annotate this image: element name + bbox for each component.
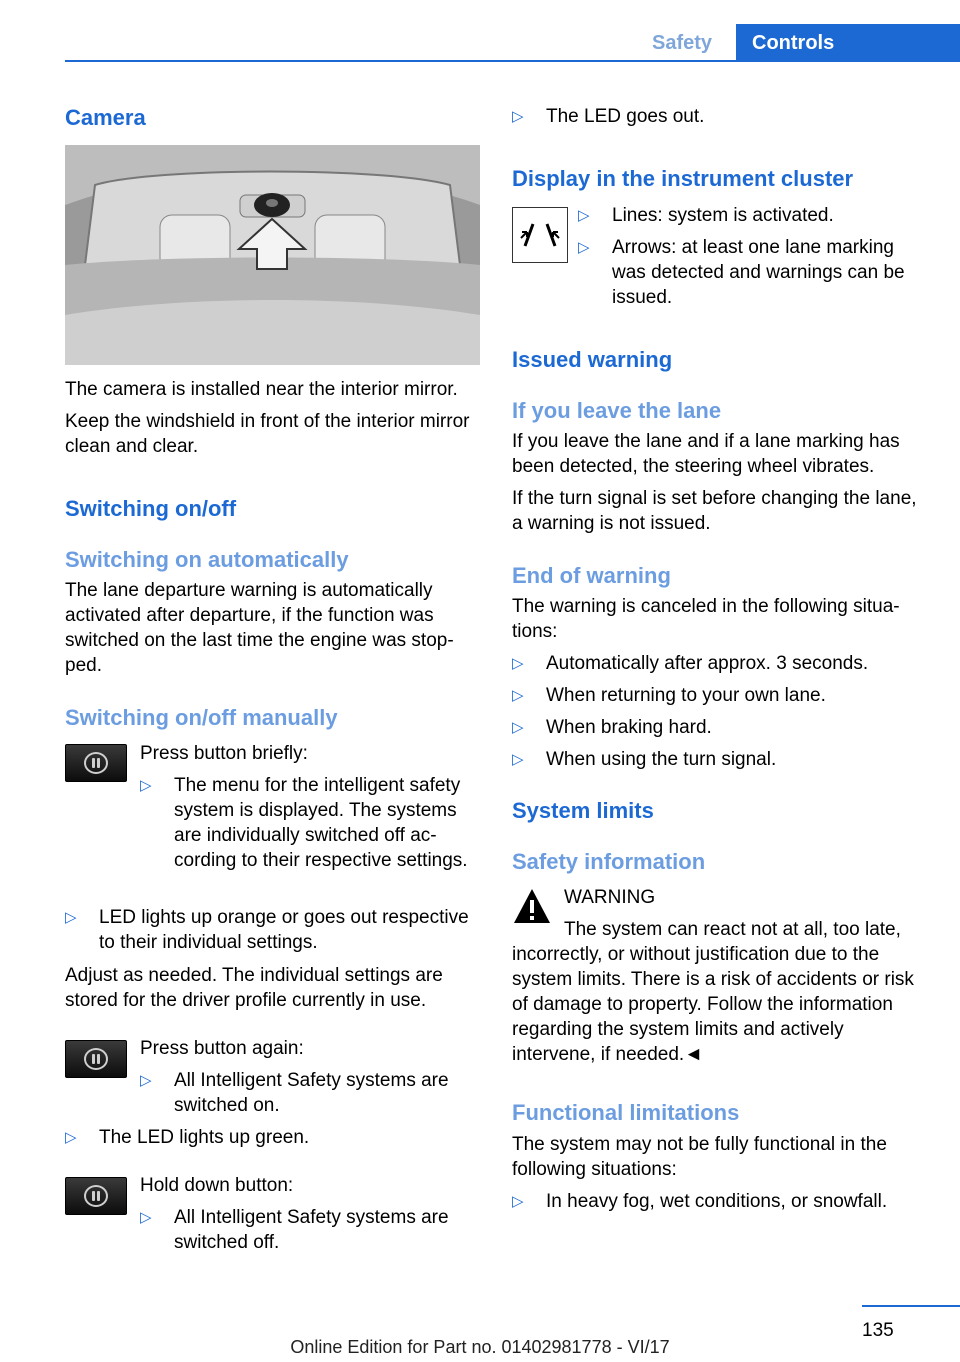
end-bullet-text: When braking hard. [546, 717, 712, 738]
bullet-lines [578, 203, 933, 228]
bullet-marker-icon: ▷ [578, 239, 590, 256]
bullet-marker-icon: ▷ [512, 687, 524, 704]
safety-heading: Safety information [512, 849, 706, 874]
warning-label: WARNING [564, 887, 656, 908]
bullet-fog [512, 1189, 927, 1214]
bullet-led-orange-text: LED lights up orange or goes out respective to their individual settings. [99, 907, 469, 953]
bullet-marker-icon: ▷ [140, 1072, 152, 1089]
bullet-marker-icon: ▷ [512, 751, 524, 768]
press-briefly-text: Press button briefly: [140, 743, 308, 764]
display-heading: Display in the instrument cluster [512, 166, 854, 191]
lane-lines-icon [513, 208, 567, 262]
intelligent-safety-icon [84, 1048, 108, 1070]
camera-illustration [65, 145, 480, 365]
end-bullet-text: When using the turn signal. [546, 749, 777, 770]
issued-heading: Issued warning [512, 347, 673, 372]
bullet-marker-icon: ▷ [512, 719, 524, 736]
limits-heading: System limits [512, 798, 654, 823]
end-text: The warning is canceled in the following situations: [512, 596, 900, 642]
end-heading: End of warning [512, 563, 671, 588]
end-bullet [512, 651, 927, 676]
bullet-marker-icon: ▷ [512, 655, 524, 672]
page-number: 135 [862, 1320, 894, 1341]
lane-display-symbol [512, 207, 568, 263]
bullet-all-on-text: All Intelligent Safety systems are switched on. [174, 1070, 449, 1116]
leave-text-1: If you leave the lane and if a lane marking has been detected, the steering wheel vibrates. [512, 431, 900, 477]
bullet-menu-text: The menu for the intelligent safety system is displayed. The systems are individually switched off according to their respective settings. [174, 775, 468, 871]
auto-heading: Switching on automatically [65, 547, 349, 572]
camera-heading: Camera [65, 105, 146, 130]
end-bullet [512, 683, 927, 708]
bullet-marker-icon: ▷ [578, 207, 590, 224]
warning-text-first-line: The system can react not at all, too late, [564, 919, 901, 940]
bullet-marker-icon: ▷ [512, 1193, 524, 1210]
intelligent-safety-icon [84, 1185, 108, 1207]
adjust-text: Adjust as needed. The individual settings are stored for the driver profile currently in use. [65, 965, 443, 1011]
warning-triangle-icon [512, 887, 552, 925]
bullet-led-out [512, 104, 927, 129]
bullet-arrows [578, 235, 933, 310]
end-bullet-text: Automatically after approx. 3 seconds. [546, 653, 869, 674]
bullet-marker-icon: ▷ [65, 909, 77, 926]
end-bullet [512, 715, 927, 740]
rear-window-camera-image [65, 145, 480, 365]
end-bullet [512, 747, 927, 772]
header-rule [65, 60, 960, 62]
camera-text-1: The camera is installed near the interior mirror. [65, 379, 458, 400]
header-section-safety: Safety [651, 32, 713, 54]
intelligent-safety-icon [84, 752, 108, 774]
bullet-marker-icon: ▷ [512, 108, 524, 125]
bullet-all-on [140, 1068, 480, 1118]
bullet-all-off [140, 1205, 480, 1255]
bullet-marker-icon: ▷ [140, 1209, 152, 1226]
safety-button-image-2 [65, 1040, 127, 1078]
page-number-rule [862, 1305, 960, 1307]
bullet-fog-text: In heavy fog, wet conditions, or snowfall. [546, 1191, 888, 1212]
auto-text: The lane departure warning is automatically activated after departure, if the function was switched on the last time the engine was stopped. [65, 580, 454, 676]
bullet-arrows-text: Arrows: at least one lane marking was detected and warnings can be issued. [612, 237, 905, 308]
safety-button-image-1 [65, 744, 127, 782]
safety-button-image-3 [65, 1177, 127, 1215]
bullet-all-off-text: All Intelligent Safety systems are switched off. [174, 1207, 449, 1253]
functional-heading: Functional limitations [512, 1100, 740, 1125]
leave-heading: If you leave the lane [512, 398, 722, 423]
warning-text-rest: incorrectly, or without justification due to the system limits. There is a risk of accidents or risk of damage to property. Follow the information regarding the system limits and actively intervene, if needed.◄ [512, 944, 914, 1065]
end-bullet-text: When returning to your own lane. [546, 685, 826, 706]
bullet-led-green-text: The LED lights up green. [99, 1127, 310, 1148]
bullet-menu [140, 773, 480, 873]
footer-edition: Online Edition for Part no. 01402981778 - VI/17 [290, 1337, 670, 1357]
camera-text-2: Keep the windshield in front of the interior mirror clean and clear. [65, 411, 470, 457]
hold-down-text: Hold down button: [140, 1175, 294, 1196]
bullet-lines-text: Lines: system is activated. [612, 205, 834, 226]
switching-heading: Switching on/off [65, 496, 237, 521]
functional-text: The system may not be fully functional in the following situations: [512, 1134, 887, 1180]
press-again-text: Press button again: [140, 1038, 304, 1059]
bullet-led-out-text: The LED goes out. [546, 106, 705, 127]
leave-text-2: If the turn signal is set before changing the lane, a warning is not issued. [512, 488, 917, 534]
bullet-marker-icon: ▷ [140, 777, 152, 794]
bullet-led-orange [65, 905, 480, 955]
bullet-led-green [65, 1125, 480, 1150]
bullet-marker-icon: ▷ [65, 1129, 77, 1146]
manual-heading: Switching on/off manually [65, 705, 338, 730]
header-chapter-controls: Controls [736, 24, 960, 62]
